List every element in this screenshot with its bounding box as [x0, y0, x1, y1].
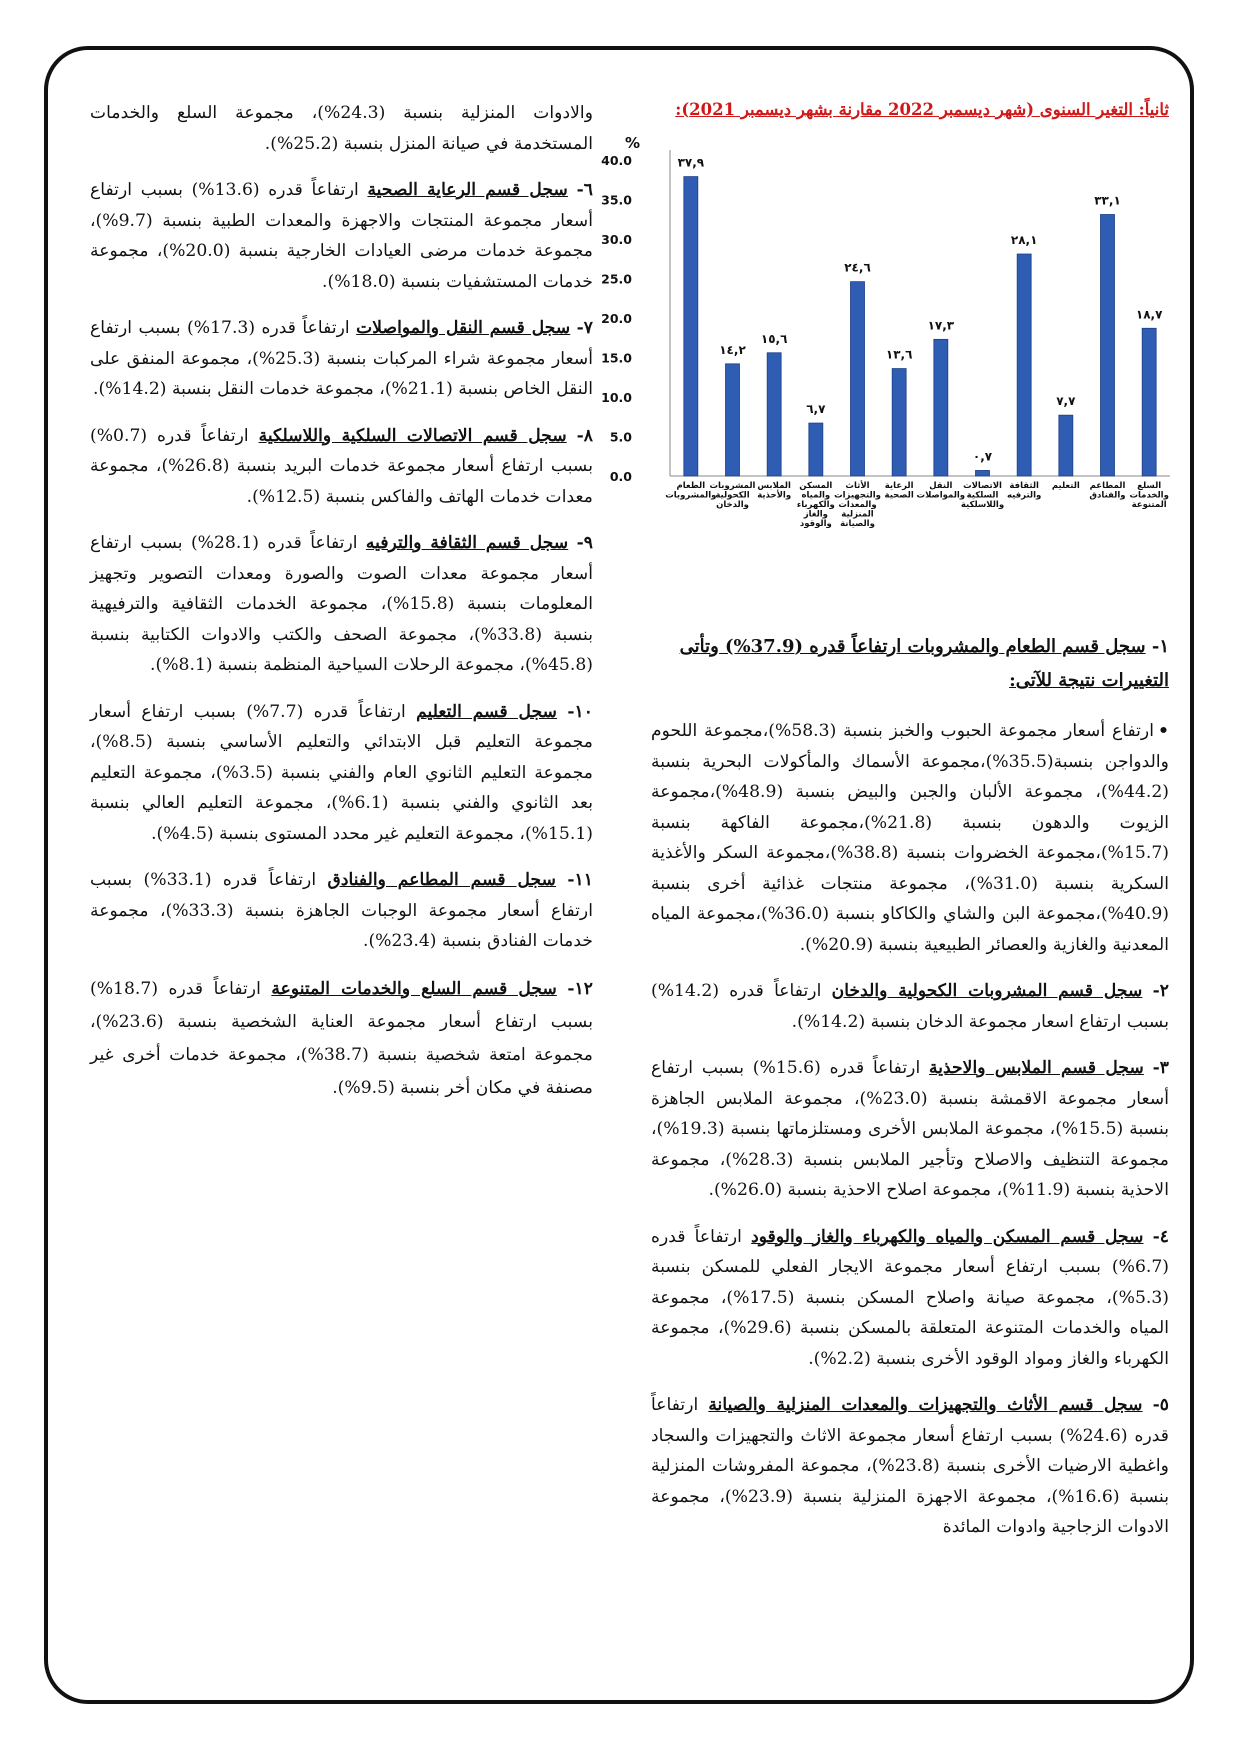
- data-label: ٢٤,٦: [844, 260, 871, 275]
- section-9-body: ارتفاعاً قدره (28.1%) بسبب ارتفاع أسعار مجموعة معدات الصوت والصورة ومعدات التصوير وتجهيز المعلومات بنسبة (15.8%)، مجموعة الخدمات الثقافية والترفيهية بنسبة (33.8%)، مجموعة الصحف والكتب والادوات الكتابية بنسبة (45.8%)، مجموعة الرحلات السياحية المنظمة بنسبة (8.1%).: [90, 533, 594, 675]
- category-label-line: والخدمات: [1129, 490, 1169, 501]
- data-label: ٦,٧: [806, 402, 826, 417]
- category-label-line: السلع: [1137, 481, 1162, 491]
- category-label-line: المتنوعة: [1131, 500, 1167, 510]
- section-10-number: ١٠-: [567, 701, 594, 722]
- category-label-line: والكهرباء: [796, 500, 835, 510]
- section-6: [90, 175, 593, 297]
- section-2-body: ارتفاعاً قدره (14.2%) بسبب ارتفاع اسعار مجموعة الدخان بنسبة (14.2%).: [651, 981, 1169, 1032]
- bar: [767, 353, 781, 476]
- section-7-number: ٧-: [576, 318, 594, 338]
- section-6-title: سجل قسم الرعاية الصحية: [367, 180, 568, 200]
- data-label: ١٣,٦: [885, 347, 913, 362]
- category-label-line: الكحولية: [715, 490, 750, 501]
- category-label-line: والمياه: [801, 490, 831, 501]
- section-1-bullet: [651, 716, 1169, 960]
- category-label-line: والغاز: [803, 509, 828, 520]
- left-column: [90, 98, 593, 1121]
- category-label: [797, 481, 835, 529]
- section-7-body: ارتفاعاً قدره (17.3%) بسبب ارتفاع أسعار مجموعة شراء المركبات بنسبة (25.3%)، مجموعة المنفق على النقل الخاص بنسبة (21.1%)، مجموعة خدمات النقل بنسبة (14.2%).: [90, 318, 594, 399]
- category-label-line: والتجهيزات: [834, 490, 881, 501]
- category-label: [1089, 481, 1125, 501]
- right-column: [651, 630, 1169, 1559]
- section-8-title: سجل قسم الاتصالات السلكية واللاسلكية: [258, 425, 567, 446]
- section-11-body: ارتفاعاً قدره (33.1%) بسبب ارتفاع أسعار مجموعة الوجبات الجاهزة بنسبة (33.3%)، مجموعة خدمات الفنادق بنسبة (23.4%).: [90, 870, 593, 951]
- section-8-number: ٨-: [576, 425, 594, 446]
- y-tick-label: 25.0: [601, 271, 632, 287]
- bar: [1142, 328, 1156, 476]
- category-label-line: المطاعم: [1089, 481, 1126, 491]
- section-12-number: ١٢-: [567, 978, 594, 999]
- section-3-number: ٣-: [1152, 1058, 1170, 1078]
- category-label-line: التعليم: [1051, 481, 1080, 491]
- section-10-title: سجل قسم التعليم: [416, 701, 558, 722]
- bar: [726, 364, 740, 476]
- section-7-title: سجل قسم النقل والمواصلات: [356, 318, 571, 338]
- category-label: [1052, 481, 1080, 491]
- category-label-line: المنزلية: [841, 509, 874, 520]
- category-label-line: والصيانة: [840, 519, 875, 529]
- section-2-title: سجل قسم المشروبات الكحولية والدخان: [831, 981, 1143, 1001]
- category-label: [1007, 481, 1041, 501]
- section-2-number: ٢-: [1152, 981, 1170, 1001]
- y-tick-label: 5.0: [609, 429, 632, 445]
- category-label-line: والترفيه: [1006, 490, 1042, 501]
- category-label-line: الملابس: [757, 481, 791, 491]
- category-label: [710, 481, 756, 510]
- y-tick-label: 40.0: [601, 153, 632, 168]
- data-label: ١٤,٢: [719, 342, 746, 357]
- category-label: [834, 480, 881, 529]
- category-label-line: والفنادق: [1089, 490, 1126, 501]
- section-1-title: سجل قسم الطعام والمشروبات ارتفاعاً قدره (37.9%) وتأتى: [679, 636, 1146, 657]
- section-10: [90, 697, 593, 850]
- data-label: ٣٧,٩: [677, 155, 705, 170]
- section-12-body: ارتفاعاً قدره (18.7%) بسبب ارتفاع أسعار مجموعة العناية الشخصية بنسبة (23.6%)، مجموعة امتعة شخصية بنسبة (38.7%)، مجموعة خدمات أخرى غير مصنفة في مكان أخر بنسبة (9.5%).: [90, 978, 593, 1098]
- section-5-number: ٥-: [1152, 1395, 1169, 1415]
- data-label: ٢٨,١: [1010, 233, 1038, 248]
- section-5-title: سجل قسم الأثاث والتجهيزات والمعدات المنزلية والصيانة: [708, 1395, 1143, 1415]
- data-label: ١٥,٦: [760, 331, 788, 346]
- section-4-body: ارتفاعاً قدره (6.7%) بسبب ارتفاع أسعار مجموعة الايجار الفعلي للمسكن بنسبة (5.3%)، مجموعة صيانة واصلاح المسكن بنسبة (17.5%)، مجموعة المياه والخدمات المتنوعة المتعلقة بالمسكن بنسبة (29.6%)، مجموعة الكهرباء والغاز ومواد الوقود الأخرى بنسبة (2.2%).: [651, 1226, 1169, 1369]
- category-label-line: المشروبات: [709, 481, 756, 491]
- category-label-line: الثقافة: [1009, 481, 1039, 491]
- category-label-line: الأثاث: [845, 481, 870, 491]
- category-label-line: الطعام: [676, 481, 706, 491]
- y-tick-label: 0.0: [609, 469, 632, 484]
- data-label: ٧,٧: [1056, 394, 1076, 409]
- section-12: [90, 973, 593, 1105]
- chart-title: ثانياً: التغير السنوى (شهر ديسمبر 2022 مقارنة بشهر ديسمبر 2021):: [675, 100, 1169, 119]
- section-3: [651, 1053, 1169, 1206]
- category-label-line: الصحية: [884, 490, 914, 501]
- category-label-line: النقل: [929, 481, 953, 491]
- section-8-body: ارتفاعاً قدره (0.7%) بسبب ارتفاع أسعار مجموعة خدمات البريد بنسبة (26.8%)، مجموعة معدات خدمات الهاتف والفاكس بنسبة (12.5%).: [90, 425, 593, 507]
- category-label: [1129, 481, 1168, 510]
- category-label-line: والمعدات: [838, 500, 877, 510]
- category-label-line: والمشروبات: [665, 490, 717, 501]
- category-label-line: والدخان: [716, 500, 749, 510]
- category-label-line: الاتصالات: [963, 481, 1002, 491]
- section-5-continued-text: والادوات المنزلية بنسبة (24.3%)، مجموعة السلع والخدمات المستخدمة في صيانة المنزل بنسبة (25.2%).: [90, 103, 594, 154]
- bar: [851, 282, 865, 476]
- section-6-body: ارتفاعاً قدره (13.6%) بسبب ارتفاع أسعار مجموعة المنتجات والاجهزة والمعدات الطبية بنسبة (9.7%)، مجموعة خدمات مرضى العيادات الخارجية بنسبة (20.0%)، مجموعة خدمات المستشفيات بنسبة (18.0%).: [90, 180, 593, 292]
- section-11-title: سجل قسم المطاعم والفنادق: [327, 870, 557, 890]
- bar: [684, 177, 698, 476]
- section-4-title: سجل قسم المسكن والمياه والكهرباء والغاز والوقود: [751, 1226, 1144, 1247]
- category-label-line: الرعاية: [884, 481, 914, 491]
- bar: [809, 423, 823, 476]
- category-label-line: والوقود: [799, 519, 832, 529]
- section-5-body: ارتفاعاً قدره (24.6%) بسبب ارتفاع أسعار مجموعة الاثاث والتجهيزات والسجاد واغطية الارضيات الأخرى بنسبة (23.8%)، مجموعة المفروشات المنزلية بنسبة (16.6%)، مجموعة الاجهزة المنزلية بنسبة (23.9%)، مجموعة الادوات الزجاجية وادوات المائدة: [651, 1395, 1169, 1537]
- y-tick-label: 10.0: [601, 390, 632, 405]
- section-3-body: ارتفاعاً قدره (15.6%) بسبب ارتفاع أسعار مجموعة الاقمشة بنسبة (23.0%)، مجموعة الملابس الجاهزة بنسبة (15.5%)، مجموعة الملابس الأخرى ومستلزماتها بنسبة (19.3%)، مجموعة التنظيف والاصلاح وتأجير الملابس بنسبة (28.3%)، مجموعة الاحذية بنسبة (11.9%)، مجموعة اصلاح الاحذية بنسبة (26.0%).: [651, 1058, 1169, 1200]
- bar: [1101, 215, 1115, 476]
- bar: [976, 470, 990, 476]
- category-label-line: واللاسلكية: [960, 500, 1005, 510]
- data-label: ١٨,٧: [1135, 307, 1163, 322]
- category-label: [917, 481, 966, 501]
- section-5: [651, 1390, 1169, 1543]
- section-11: [90, 865, 593, 957]
- section-1-heading: [651, 630, 1169, 698]
- section-1-title-2: التغييرات نتيجة للآتى:: [1009, 670, 1169, 691]
- category-label-line: المسكن: [799, 481, 833, 491]
- section-2: [651, 976, 1169, 1037]
- y-tick-label: 35.0: [601, 192, 632, 208]
- bar: [892, 369, 906, 476]
- section-4: [651, 1222, 1169, 1375]
- data-label: ٠,٧: [972, 449, 993, 464]
- section-9-number: ٩-: [576, 533, 593, 553]
- category-label-line: والأحذية: [757, 490, 792, 501]
- section-6-number: ٦-: [576, 180, 594, 200]
- section-11-number: ١١-: [567, 870, 594, 890]
- data-label: ١٧,٣: [927, 318, 955, 333]
- section-5-continued: [90, 98, 593, 159]
- section-7: [90, 313, 593, 405]
- category-label-line: والمواصلات: [916, 490, 966, 501]
- category-label: [961, 481, 1004, 510]
- bullet-icon: •: [1158, 721, 1169, 741]
- y-tick-label: 20.0: [601, 311, 632, 326]
- section-8: [90, 421, 593, 513]
- bar-chart-svg: [601, 134, 1170, 614]
- category-label: [757, 481, 791, 501]
- section-9-title: سجل قسم الثقافة والترفيه: [365, 533, 569, 553]
- bar: [1059, 415, 1073, 476]
- section-10-body: ارتفاعاً قدره (7.7%) بسبب ارتفاع أسعار مجموعة التعليم قبل الابتدائي والتعليم الأساسي بنسبة (8.5%)، مجموعة التعليم الثانوي العام والفني بنسبة (3.5%)، مجموعة التعليم بعد الثانوي والفني بنسبة (6.1%)، مجموعة التعليم العالي بنسبة (15.1%)، مجموعة التعليم غير محدد المستوى بنسبة (4.5%).: [90, 701, 594, 844]
- bar: [1017, 254, 1031, 476]
- section-1-number: ١-: [1151, 636, 1169, 657]
- section-3-title: سجل قسم الملابس والاحذية: [929, 1058, 1144, 1078]
- category-label-line: السلكية: [966, 490, 999, 501]
- data-label: ٣٣,١: [1094, 193, 1121, 208]
- bar: [934, 339, 948, 476]
- y-axis-label: %: [624, 134, 640, 152]
- y-tick-label: 15.0: [601, 350, 632, 366]
- y-tick-label: 30.0: [601, 232, 632, 247]
- section-12-title: سجل قسم السلع والخدمات المتنوعة: [271, 978, 557, 999]
- category-label: [885, 481, 914, 501]
- section-9: [90, 528, 593, 681]
- section-1-bullet-text: ارتفاع أسعار مجموعة الحبوب والخبز بنسبة (58.3%)،مجموعة اللحوم والدواجن بنسبة(35.5%)،مجموعة الأسماك والمأكولات البحرية بنسبة (44.2%)، مجموعة الألبان والجبن والبيض بنسبة (48.9%)،مجموعة الزيوت والدهون بنسبة (21.8%)،مجموعة الفاكهة بنسبة (15.7%)،مجموعة الخضروات بنسبة (38.8%)،مجموعة السكر والأغذية السكرية بنسبة (31.0%)، مجموعة منتجات غذائية أخرى بنسبة (40.9%)،مجموعة البن والشاي والكاكاو بنسبة (36.0%)،مجموعة المياه المعدنية والغازية والعصائر الطبيعية بنسبة (20.9%).: [651, 721, 1170, 955]
- section-4-number: ٤-: [1152, 1226, 1169, 1247]
- bar-chart: [601, 134, 1170, 614]
